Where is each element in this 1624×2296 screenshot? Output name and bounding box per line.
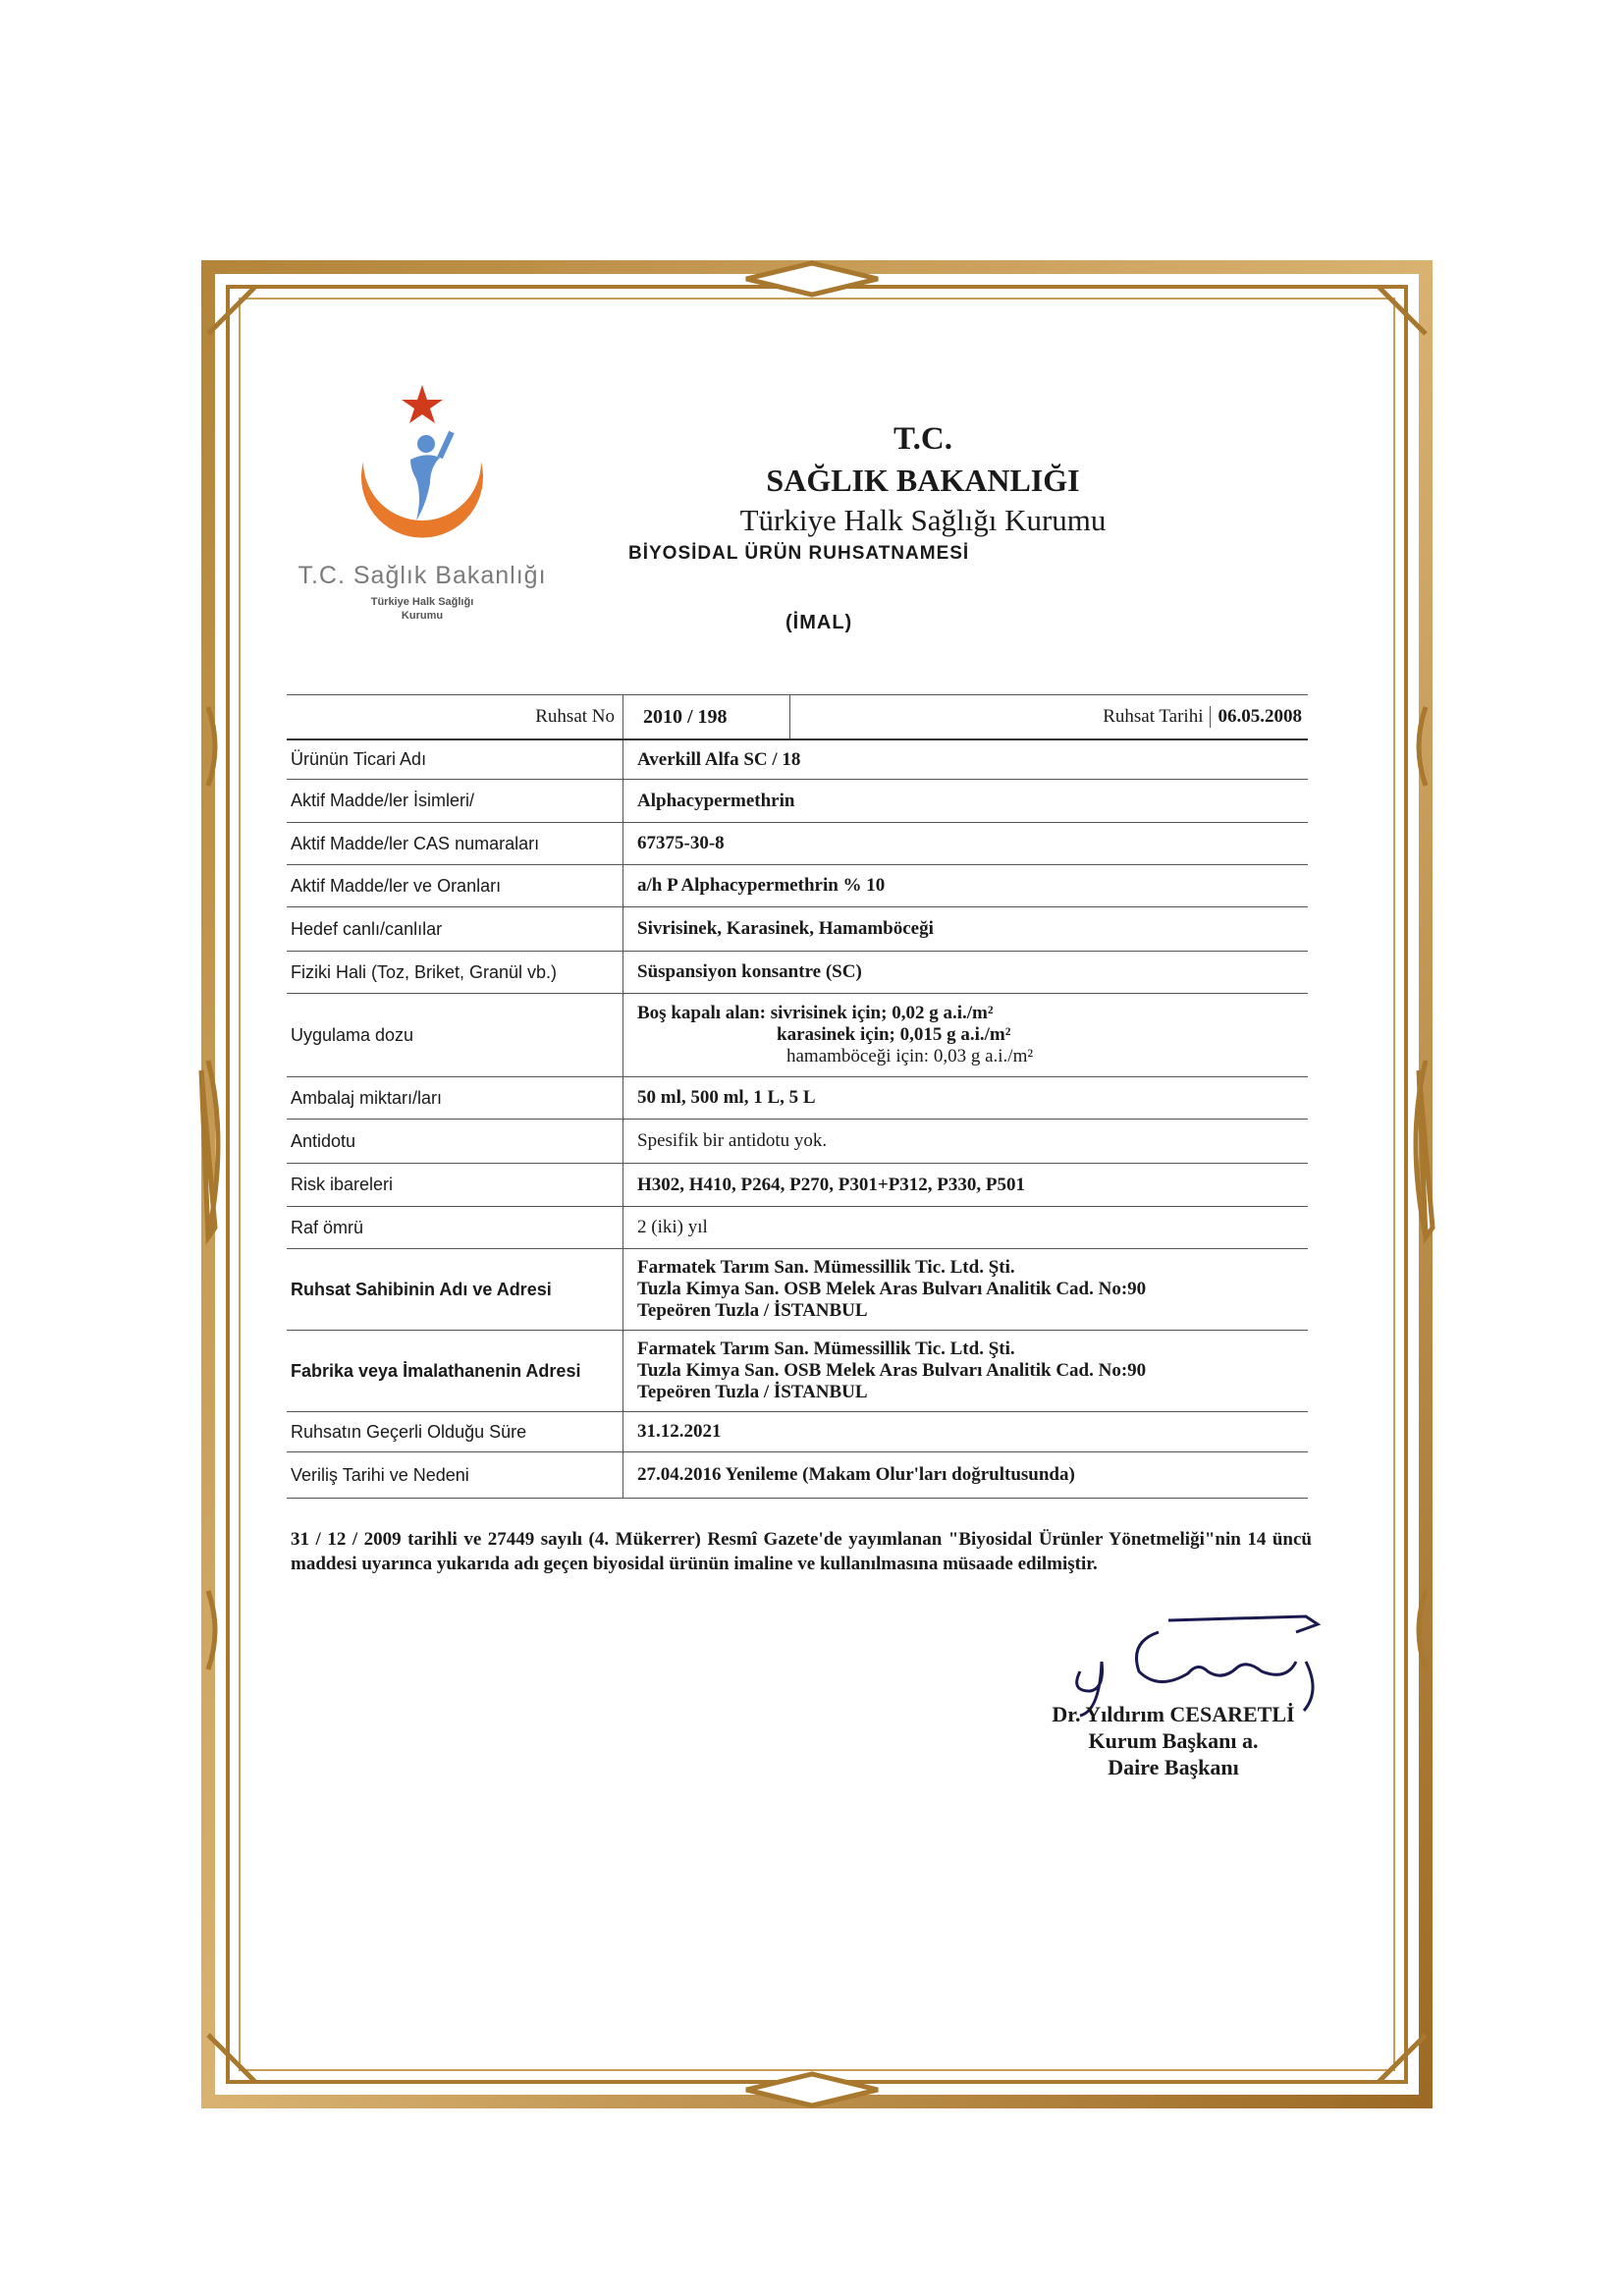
row-label: Risk ibareleri bbox=[287, 1164, 623, 1206]
row-label: Fiziki Hali (Toz, Briket, Granül vb.) bbox=[287, 952, 623, 993]
logo-text-line2: Türkiye Halk Sağlığı bbox=[370, 596, 474, 608]
table-row bbox=[287, 1412, 1308, 1452]
table-row bbox=[287, 1077, 1308, 1120]
row-label: Ruhsatın Geçerli Olduğu Süre bbox=[287, 1412, 623, 1451]
logo-text-institution bbox=[295, 595, 550, 623]
table-row bbox=[287, 1164, 1308, 1207]
signatory-name: Dr. Yıldırım CESARETLİ bbox=[1052, 1702, 1295, 1726]
row-value: 2 (iki) yıl bbox=[637, 1217, 708, 1237]
row-label: Raf ömrü bbox=[287, 1207, 623, 1248]
row-value: Süspansiyon konsantre (SC) bbox=[637, 961, 862, 982]
header-ministry: SAĞLIK BAKANLIĞI bbox=[766, 463, 1080, 498]
table-row bbox=[287, 994, 1308, 1077]
row-value: a/h P Alphacypermethrin % 10 bbox=[637, 875, 886, 896]
row-label: Hedef canlı/canlılar bbox=[287, 907, 623, 951]
row-label: Fabrika veya İmalathanenin Adresi bbox=[287, 1331, 623, 1411]
row-label: Antidotu bbox=[287, 1120, 623, 1163]
table-row bbox=[287, 823, 1308, 865]
factory-line-1: Farmatek Tarım San. Mümessillik Tic. Ltd. Şti. bbox=[637, 1339, 1015, 1359]
row-value: 27.04.2016 Yenileme (Makam Olur'ları doğrultusunda) bbox=[637, 1464, 1075, 1485]
factory-value bbox=[623, 1331, 1308, 1411]
signatory-block bbox=[1011, 1701, 1335, 1780]
license-table bbox=[287, 694, 1308, 1499]
table-row bbox=[287, 740, 1308, 780]
factory-line-3: Tepeören Tuzla / İSTANBUL bbox=[637, 1382, 868, 1402]
logo-text-ministry: T.C. Sağlık Bakanlığı bbox=[298, 562, 547, 589]
table-row bbox=[287, 1452, 1308, 1499]
table-row bbox=[287, 1249, 1308, 1331]
ministry-logo bbox=[324, 373, 520, 570]
dose-line-3: hamamböceği için: 0,03 g a.i./m² bbox=[786, 1046, 1034, 1066]
table-row bbox=[287, 1120, 1308, 1164]
row-label: Ambalaj miktarı/ları bbox=[287, 1077, 623, 1119]
document-subtitle: (İMAL) bbox=[785, 612, 853, 633]
table-row bbox=[287, 780, 1308, 823]
holder-value bbox=[623, 1249, 1308, 1330]
row-label: Ruhsat Sahibinin Adı ve Adresi bbox=[287, 1249, 623, 1330]
row-label: Aktif Madde/ler CAS numaraları bbox=[287, 823, 623, 864]
signatory-title-1: Kurum Başkanı a. bbox=[1088, 1728, 1259, 1753]
license-date-label: Ruhsat Tarihi bbox=[1103, 706, 1204, 727]
row-value: Alphacypermethrin bbox=[637, 790, 795, 811]
license-header-row bbox=[287, 694, 1308, 740]
table-row bbox=[287, 952, 1308, 994]
holder-line-2: Tuzla Kimya San. OSB Melek Aras Bulvarı Analitik Cad. No:90 bbox=[637, 1279, 1147, 1299]
table-row bbox=[287, 865, 1308, 907]
logo-text-line3: Kurumu bbox=[401, 610, 444, 622]
factory-line-2: Tuzla Kimya San. OSB Melek Aras Bulvarı Analitik Cad. No:90 bbox=[637, 1360, 1147, 1381]
holder-line-1: Farmatek Tarım San. Mümessillik Tic. Ltd. Şti. bbox=[637, 1257, 1015, 1278]
dose-value bbox=[623, 994, 1308, 1076]
row-value: 31.12.2021 bbox=[637, 1421, 722, 1442]
document-title: BİYOSİDAL ÜRÜN RUHSATNAMESİ bbox=[628, 543, 970, 564]
signatory-title-2: Daire Başkanı bbox=[1108, 1755, 1239, 1779]
header-institution: Türkiye Halk Sağlığı Kurumu bbox=[739, 503, 1107, 537]
row-label: Aktif Madde/ler ve Oranları bbox=[287, 865, 623, 906]
approval-paragraph: 31 / 12 / 2009 tarihli ve 27449 sayılı (4. Mükerrer) Resmî Gazete'de yayımlanan "Biyosidal Ürünler Yönetmeliği"nin 14 üncü maddesi uyarınca yukarıda adı geçen biyosidal ürünün imaline ve kullanılmasına müsaade edilmiştir. bbox=[291, 1529, 1312, 1574]
license-no-label: Ruhsat No bbox=[287, 695, 623, 738]
dose-line-1-value: sivrisinek için; 0,02 g a.i./m² bbox=[770, 1003, 994, 1023]
dose-key: Boş kapalı alan: bbox=[637, 1003, 766, 1023]
table-row bbox=[287, 907, 1308, 952]
row-label: Ürünün Ticari Adı bbox=[287, 740, 623, 779]
header-tc: T.C. bbox=[893, 421, 952, 457]
license-date-value: 06.05.2008 bbox=[1210, 706, 1303, 728]
document-header bbox=[628, 417, 1218, 541]
row-value: 67375-30-8 bbox=[637, 833, 725, 853]
row-value: 50 ml, 500 ml, 1 L, 5 L bbox=[637, 1087, 816, 1108]
row-label: Veriliş Tarihi ve Nedeni bbox=[287, 1452, 623, 1498]
table-row bbox=[287, 1331, 1308, 1412]
holder-line-3: Tepeören Tuzla / İSTANBUL bbox=[637, 1300, 868, 1321]
table-row bbox=[287, 1207, 1308, 1249]
row-value: Averkill Alfa SC / 18 bbox=[637, 748, 801, 770]
row-value: Spesifik bir antidotu yok. bbox=[637, 1130, 828, 1151]
row-value: Sivrisinek, Karasinek, Hamamböceği bbox=[637, 918, 934, 939]
dose-line-1 bbox=[637, 1003, 1308, 1024]
row-label: Aktif Madde/ler İsimleri/ bbox=[287, 780, 623, 822]
license-date bbox=[790, 695, 1308, 738]
license-no-value: 2010 / 198 bbox=[623, 695, 790, 738]
row-label: Uygulama dozu bbox=[287, 994, 623, 1076]
row-value: H302, H410, P264, P270, P301+P312, P330, P501 bbox=[637, 1174, 1026, 1195]
dose-line-2: karasinek için; 0,015 g a.i./m² bbox=[777, 1024, 1011, 1045]
